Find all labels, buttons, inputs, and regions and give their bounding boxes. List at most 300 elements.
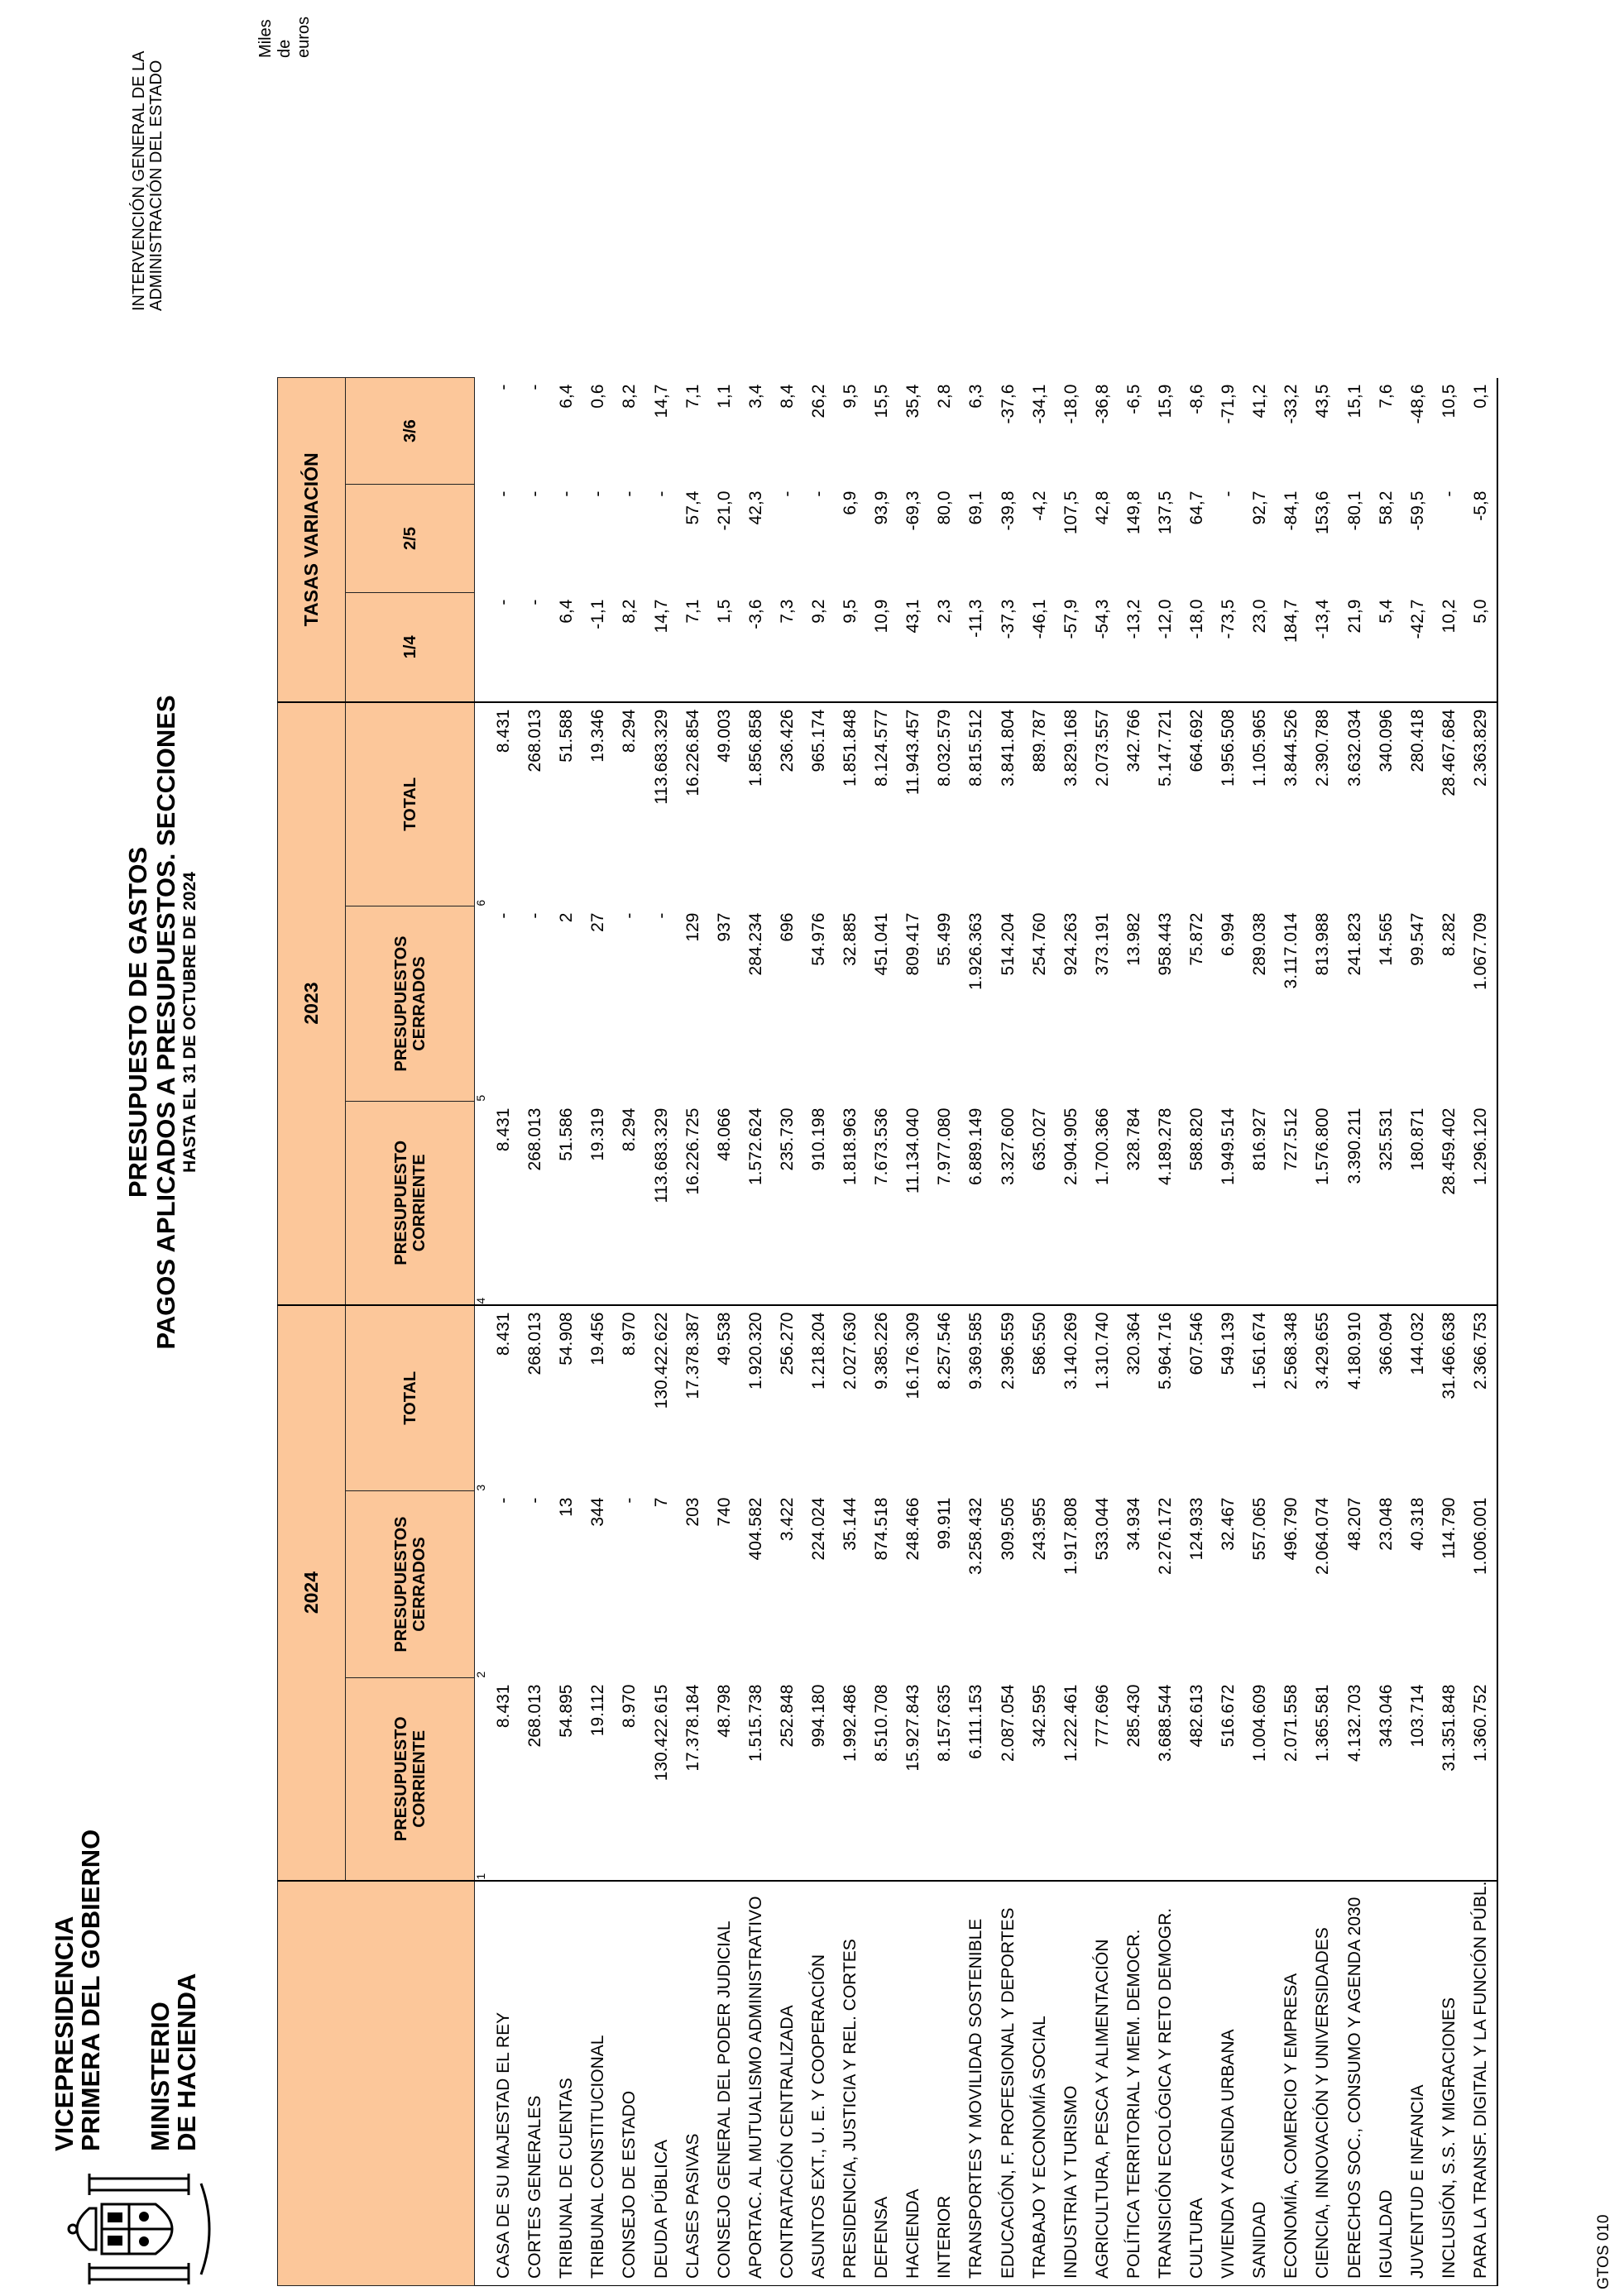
col-number-blank <box>475 1881 489 2286</box>
table-row <box>835 378 866 2286</box>
value-cell: 1.561.674 <box>1244 1305 1276 1491</box>
value-cell: 3,4 <box>745 384 765 409</box>
section-name: EDUCACIÓN, F. PROFESIONAL Y DEPORTES <box>993 1881 1024 2286</box>
table-row <box>866 378 898 2286</box>
value-cell: 130.422.615 <box>651 1684 671 1782</box>
value-cell: 16.176.309 <box>898 1305 929 1491</box>
value-cell: 496.790 <box>1281 1497 1301 1561</box>
value-cell: 344 <box>588 1497 608 1527</box>
value-cell: 16.226.725 <box>683 1107 702 1195</box>
value-cell: 727.512 <box>1281 1107 1301 1171</box>
value-cell: 910.198 <box>808 1107 828 1171</box>
value-cell: 19.456 <box>582 1305 614 1491</box>
value-cell: 252.848 <box>777 1684 797 1748</box>
value-cell: 80,0 <box>935 490 955 525</box>
report-date: HASTA EL 31 DE OCTUBRE DE 2024 <box>180 872 199 1173</box>
value-cell: 268.013 <box>525 1107 545 1171</box>
value-cell: 9,2 <box>808 599 828 624</box>
value-cell: -36,8 <box>1092 384 1112 424</box>
value-cell: 340.096 <box>1371 702 1402 906</box>
value-cell: 2,8 <box>935 384 955 409</box>
section-name: ASUNTOS EXT., U. E. Y COOPERACIÓN <box>803 1881 835 2286</box>
value-cell: 54.895 <box>557 1684 577 1738</box>
section-name: INDUSTRIA Y TURISMO <box>1056 1881 1087 2286</box>
section-name: DEFENSA <box>866 1881 898 2286</box>
value-cell: -8,6 <box>1187 384 1207 414</box>
value-cell: 7,1 <box>683 599 702 624</box>
value-cell: 241.823 <box>1344 912 1364 976</box>
col-header-total-2024: TOTAL <box>346 1305 475 1491</box>
section-header-cell <box>278 1881 475 2286</box>
value-cell: 14.565 <box>1376 912 1396 966</box>
value-cell: 114.790 <box>1439 1497 1459 1559</box>
value-cell: 1.572.624 <box>745 1107 765 1185</box>
value-cell: - <box>777 490 797 497</box>
value-cell: -18,0 <box>1187 599 1207 639</box>
value-cell: 7 <box>651 1497 671 1508</box>
value-cell: 342.595 <box>1029 1684 1049 1748</box>
value-cell: 8.157.635 <box>935 1684 955 1762</box>
value-cell: 10,2 <box>1439 599 1459 634</box>
table-row <box>993 378 1024 2286</box>
value-cell: 586.550 <box>1024 1305 1056 1491</box>
value-cell: 235.730 <box>777 1107 797 1171</box>
value-cell: 10,9 <box>872 599 892 634</box>
value-cell: 289.038 <box>1250 912 1270 976</box>
value-cell: 958.443 <box>1156 912 1176 976</box>
value-cell: 19.319 <box>588 1107 608 1161</box>
value-cell: 740 <box>714 1497 734 1527</box>
value-cell: 34.934 <box>1123 1497 1143 1551</box>
value-cell: 8.294 <box>620 1107 640 1152</box>
section-name: CONSEJO GENERAL DEL PODER JUDICIAL <box>709 1881 740 2286</box>
table-row <box>709 378 740 2286</box>
value-cell: 8.970 <box>620 1684 640 1729</box>
section-name: CLASES PASIVAS <box>678 1881 709 2286</box>
col-header-total-2023: TOTAL <box>346 702 475 906</box>
value-cell: 1.004.609 <box>1250 1684 1270 1762</box>
value-cell: 1.310.740 <box>1087 1305 1119 1491</box>
value-cell: 373.191 <box>1092 912 1112 976</box>
section-name: PARA LA TRANSF. DIGITAL Y LA FUNCIÓN PÚBL. <box>1465 1881 1497 2286</box>
value-cell: 8.815.512 <box>961 702 992 906</box>
value-cell: 1.920.320 <box>740 1305 772 1491</box>
section-name: CASA DE SU MAJESTAD EL REY <box>488 1881 520 2286</box>
value-cell: 48.207 <box>1344 1497 1364 1551</box>
value-cell: 19.346 <box>582 702 614 906</box>
value-cell: 7.977.080 <box>935 1107 955 1185</box>
value-cell: 6,9 <box>841 490 860 515</box>
value-cell: 64,7 <box>1187 490 1207 525</box>
value-cell: 254.760 <box>1029 912 1049 976</box>
budget-table <box>277 377 1498 2286</box>
table-row <box>1119 378 1150 2286</box>
value-cell: 99.547 <box>1407 912 1427 966</box>
section-name: JUVENTUD E INFANCIA <box>1402 1881 1434 2286</box>
value-cell: - <box>588 490 608 497</box>
value-cell: 180.871 <box>1407 1107 1427 1171</box>
value-cell: 8,2 <box>620 599 640 624</box>
value-cell: 8.431 <box>488 1305 520 1491</box>
section-name: PRESIDENCIA, JUSTICIA Y REL. CORTES <box>835 1881 866 2286</box>
value-cell: 28.467.684 <box>1434 702 1465 906</box>
table-row <box>551 378 582 2286</box>
value-cell: 4.189.278 <box>1156 1107 1176 1185</box>
value-cell: -39,8 <box>998 490 1018 531</box>
value-cell: 2.087.054 <box>998 1684 1018 1762</box>
col-header-pcerr-2024: PRESUPUESTOS CERRADOS <box>346 1491 475 1678</box>
value-cell: 3.390.211 <box>1344 1107 1364 1184</box>
value-cell: -3,6 <box>745 599 765 629</box>
value-cell: 588.820 <box>1187 1107 1207 1171</box>
report-title: PRESUPUESTO DE GASTOS <box>123 846 152 1198</box>
value-cell: 8.124.577 <box>866 702 898 906</box>
value-cell: 5,4 <box>1376 599 1396 624</box>
group-header-2024: 2024 <box>278 1305 346 1881</box>
value-cell: 309.505 <box>998 1497 1018 1561</box>
col-header-pc-2023: PRESUPUESTO CORRIENTE <box>346 1102 475 1305</box>
value-cell: 3.117.014 <box>1281 912 1301 989</box>
value-cell: 51.586 <box>557 1107 577 1161</box>
value-cell: 8.032.579 <box>929 702 961 906</box>
value-cell: -5,8 <box>1465 485 1497 593</box>
units-label: Miles de euros <box>256 16 313 58</box>
value-cell: 10,5 <box>1439 384 1459 419</box>
value-cell: 1.818.963 <box>841 1107 860 1185</box>
value-cell: -80,1 <box>1344 490 1364 531</box>
value-cell: 284.234 <box>745 912 765 976</box>
section-name: INCLUSIÓN, S.S. Y MIGRACIONES <box>1434 1881 1465 2286</box>
value-cell: 1.856.858 <box>740 702 772 906</box>
value-cell: 1.992.486 <box>841 1684 860 1762</box>
value-cell: 32.885 <box>841 912 860 966</box>
value-cell: 28.459.402 <box>1439 1107 1459 1195</box>
value-cell: 8.431 <box>494 1107 514 1152</box>
table-row <box>1434 378 1465 2286</box>
group-header-2023: 2023 <box>278 702 346 1305</box>
value-cell: 268.013 <box>525 1684 545 1748</box>
value-cell: 17.378.184 <box>683 1684 702 1772</box>
col-number: 4 <box>474 1297 487 1304</box>
value-cell: - <box>525 1497 545 1504</box>
value-cell: 404.582 <box>745 1497 765 1561</box>
value-cell: 31.466.638 <box>1434 1305 1465 1491</box>
value-cell: 2.064.074 <box>1313 1497 1333 1575</box>
table-row <box>740 378 772 2286</box>
col-number: 1 <box>474 1873 487 1880</box>
value-cell: -37,3 <box>998 599 1018 639</box>
table-row <box>803 378 835 2286</box>
section-name: VIVIENDA Y AGENDA URBANA <box>1213 1881 1244 2286</box>
value-cell: 8.510.708 <box>872 1684 892 1762</box>
table-row <box>1307 378 1339 2286</box>
value-cell: 15,1 <box>1344 384 1364 419</box>
table-row <box>961 378 992 2286</box>
value-cell: 35.144 <box>841 1497 860 1551</box>
value-cell: 48.066 <box>714 1107 734 1161</box>
value-cell: - <box>525 599 545 605</box>
value-cell: - <box>620 1497 640 1504</box>
value-cell: 144.032 <box>1402 1305 1434 1491</box>
value-cell: 482.613 <box>1187 1684 1207 1748</box>
value-cell: 9,5 <box>841 599 860 624</box>
table-row <box>1371 378 1402 2286</box>
value-cell: 107,5 <box>1061 490 1080 535</box>
value-cell: 58,2 <box>1376 490 1396 525</box>
value-cell: 1.222.461 <box>1061 1684 1080 1762</box>
col-header-pc-2024: PRESUPUESTO CORRIENTE <box>346 1678 475 1881</box>
value-cell: -33,2 <box>1281 384 1301 424</box>
value-cell: 11.943.457 <box>898 702 929 906</box>
table-row <box>1150 378 1181 2286</box>
value-cell: 1.949.514 <box>1219 1107 1238 1185</box>
value-cell: 516.672 <box>1219 1684 1238 1748</box>
col-header-pcerr-2023: PRESUPUESTOS CERRADOS <box>346 906 475 1102</box>
value-cell: - <box>1439 490 1459 497</box>
section-name: CONSEJO DE ESTADO <box>614 1881 645 2286</box>
value-cell: -42,7 <box>1407 599 1427 639</box>
table-row <box>1181 378 1213 2286</box>
value-cell: 9,5 <box>841 384 860 409</box>
value-cell: 153,6 <box>1313 490 1333 535</box>
value-cell: 8,2 <box>620 384 640 409</box>
value-cell: 2,3 <box>935 599 955 624</box>
value-cell: -13,2 <box>1123 599 1143 639</box>
value-cell: 203 <box>683 1497 702 1527</box>
coat-of-arms-icon <box>56 2167 218 2291</box>
value-cell: 130.422.622 <box>645 1305 677 1491</box>
value-cell: 224.024 <box>808 1497 828 1561</box>
value-cell: - <box>651 490 671 497</box>
value-cell: 8.431 <box>488 702 520 906</box>
section-name: HACIENDA <box>898 1881 929 2286</box>
value-cell: 8.282 <box>1439 912 1459 957</box>
ministry-line-1: VICEPRESIDENCIA <box>50 1916 79 2151</box>
section-name: CORTES GENERALES <box>520 1881 551 2286</box>
value-cell: - <box>620 490 640 497</box>
value-cell: 103.714 <box>1407 1684 1427 1748</box>
value-cell: 777.696 <box>1092 1684 1112 1748</box>
value-cell: 6.889.149 <box>966 1107 986 1185</box>
col-number-blank <box>475 378 489 485</box>
col-number: 5 <box>474 1094 487 1102</box>
value-cell: 4.132.703 <box>1344 1684 1364 1762</box>
value-cell: 937 <box>714 912 734 942</box>
value-cell: 124.933 <box>1187 1497 1207 1561</box>
table-row <box>582 378 614 2286</box>
value-cell: 14,7 <box>651 599 671 634</box>
value-cell: 6.994 <box>1219 912 1238 957</box>
value-cell: 17.378.387 <box>678 1305 709 1491</box>
value-cell: 1.576.800 <box>1313 1107 1333 1185</box>
table-row <box>898 378 929 2286</box>
table-row <box>488 378 520 2286</box>
col-number-blank <box>475 593 489 702</box>
value-cell: - <box>525 912 545 919</box>
value-cell: 15.927.843 <box>903 1684 923 1772</box>
value-cell: 5.147.721 <box>1150 702 1181 906</box>
value-cell: - <box>494 1497 514 1504</box>
table-row <box>614 378 645 2286</box>
value-cell: 874.518 <box>872 1497 892 1561</box>
value-cell: 184,7 <box>1281 599 1301 643</box>
value-cell: 342.766 <box>1119 702 1150 906</box>
group-header-tasas: TASAS VARIACIÓN <box>278 378 346 702</box>
table-row <box>929 378 961 2286</box>
value-cell: 42,3 <box>745 490 765 525</box>
value-cell: 2.396.559 <box>993 1305 1024 1491</box>
value-cell: - <box>494 384 514 390</box>
table-row <box>1402 378 1434 2286</box>
section-name: CIENCIA, INNOVACIÓN Y UNIVERSIDADES <box>1307 1881 1339 2286</box>
table-row <box>1339 378 1371 2286</box>
value-cell: 1,5 <box>714 599 734 624</box>
value-cell: 268.013 <box>520 702 551 906</box>
report-title-block <box>124 443 200 1601</box>
value-cell: 7.673.536 <box>872 1107 892 1185</box>
col-number: 2 <box>474 1671 487 1678</box>
value-cell: 809.417 <box>903 912 923 976</box>
value-cell: -71,9 <box>1219 384 1238 424</box>
value-cell: - <box>494 490 514 497</box>
value-cell: 1.360.752 <box>1465 1678 1497 1881</box>
value-cell: 31.351.848 <box>1439 1684 1459 1772</box>
value-cell: 1.105.965 <box>1244 702 1276 906</box>
value-cell: 3.327.600 <box>998 1107 1018 1185</box>
table-row <box>1087 378 1119 2286</box>
section-name: TRIBUNAL CONSTITUCIONAL <box>582 1881 614 2286</box>
value-cell: 2.568.348 <box>1276 1305 1307 1491</box>
value-cell: 3.841.804 <box>993 702 1024 906</box>
value-cell: 2.073.557 <box>1087 702 1119 906</box>
value-cell: 514.204 <box>998 912 1018 976</box>
value-cell: 4.180.910 <box>1339 1305 1371 1491</box>
value-cell: - <box>557 490 577 497</box>
value-cell: 42,8 <box>1092 490 1112 525</box>
value-cell: 93,9 <box>872 490 892 525</box>
table-row <box>772 378 803 2286</box>
value-cell: 75.872 <box>1187 912 1207 966</box>
section-name: DEUDA PÚBLICA <box>645 1881 677 2286</box>
section-name: CONTRATACIÓN CENTRALIZADA <box>772 1881 803 2286</box>
value-cell: 3.258.432 <box>966 1497 986 1575</box>
value-cell: 5.964.716 <box>1150 1305 1181 1491</box>
section-name: AGRICULTURA, PESCA Y ALIMENTACIÓN <box>1087 1881 1119 2286</box>
value-cell: 1.700.366 <box>1092 1107 1112 1185</box>
value-cell: 23.048 <box>1376 1497 1396 1551</box>
value-cell: - <box>525 384 545 390</box>
col-header-rate-3-6: 3/6 <box>346 378 475 485</box>
value-cell: 149,8 <box>1123 490 1143 535</box>
value-cell: 41,2 <box>1250 384 1270 419</box>
value-cell: 343.046 <box>1376 1684 1396 1748</box>
value-cell: 1.006.001 <box>1465 1491 1497 1678</box>
section-name: IGUALDAD <box>1371 1881 1402 2286</box>
value-cell: 325.531 <box>1376 1107 1396 1171</box>
value-cell: 1.515.738 <box>745 1684 765 1762</box>
value-cell: 3.632.034 <box>1339 702 1371 906</box>
ministry-name <box>51 1830 104 2151</box>
report-subtitle: PAGOS APLICADOS A PRESUPUESTOS. SECCIONES <box>151 695 180 1350</box>
value-cell: 236.426 <box>772 702 803 906</box>
value-cell: 2.366.753 <box>1465 1305 1497 1491</box>
value-cell: 248.466 <box>903 1497 923 1561</box>
value-cell: 557.065 <box>1250 1497 1270 1561</box>
value-cell: -37,6 <box>998 384 1018 424</box>
ministry-line-2: PRIMERA DEL GOBIERNO <box>76 1829 105 2151</box>
value-cell: 13 <box>557 1497 577 1517</box>
value-cell: 3.429.655 <box>1307 1305 1339 1491</box>
value-cell: -46,1 <box>1029 599 1049 639</box>
value-cell: 994.180 <box>808 1684 828 1748</box>
value-cell: -18,0 <box>1061 384 1080 424</box>
value-cell: 99.911 <box>935 1497 955 1550</box>
value-cell: 2.363.829 <box>1465 702 1497 906</box>
value-cell: 268.013 <box>520 1305 551 1491</box>
table-row <box>1024 378 1056 2286</box>
value-cell: -34,1 <box>1029 384 1049 424</box>
value-cell: 49.538 <box>709 1305 740 1491</box>
value-cell: 43,1 <box>903 599 923 634</box>
section-name: ECONOMÍA, COMERCIO Y EMPRESA <box>1276 1881 1307 2286</box>
value-cell: 1.365.581 <box>1313 1684 1333 1762</box>
value-cell: - <box>1219 490 1238 497</box>
value-cell: 607.546 <box>1181 1305 1213 1491</box>
value-cell: 21,9 <box>1344 599 1364 634</box>
value-cell: -57,9 <box>1061 599 1080 639</box>
value-cell: 2.027.630 <box>835 1305 866 1491</box>
table-row <box>1244 378 1276 2286</box>
value-cell: 0,6 <box>588 384 608 409</box>
value-cell: 7,6 <box>1376 384 1396 409</box>
value-cell: 8.294 <box>614 702 645 906</box>
value-cell: 635.027 <box>1029 1107 1049 1171</box>
value-cell: 243.955 <box>1029 1497 1049 1561</box>
ministry2-line-1: MINISTERIO <box>146 2002 175 2151</box>
table-row <box>1276 378 1307 2286</box>
value-cell: 8.970 <box>614 1305 645 1491</box>
value-cell: 15,9 <box>1156 384 1176 419</box>
value-cell: -11,3 <box>966 599 986 638</box>
value-cell: 27 <box>588 912 608 932</box>
value-cell: 11.134.040 <box>903 1107 923 1194</box>
value-cell: -54,3 <box>1092 599 1112 639</box>
ministry-hacienda <box>147 1973 200 2151</box>
section-name: POLÍTICA TERRITORIAL Y MEM. DEMOCR. <box>1119 1881 1150 2286</box>
table-row <box>1056 378 1087 2286</box>
value-cell: 0,1 <box>1465 378 1497 485</box>
value-cell: 26,2 <box>808 384 828 419</box>
ministry2-line-2: DE HACIENDA <box>172 1973 201 2151</box>
value-cell: - <box>494 912 514 919</box>
value-cell: 35,4 <box>903 384 923 419</box>
col-number-blank <box>475 485 489 593</box>
value-cell: 23,0 <box>1250 599 1270 634</box>
value-cell: 256.270 <box>772 1305 803 1491</box>
table-row <box>1213 378 1244 2286</box>
value-cell: 1.296.120 <box>1465 1102 1497 1305</box>
value-cell: -73,5 <box>1219 599 1238 639</box>
value-cell: 19.112 <box>588 1684 608 1737</box>
value-cell: 280.418 <box>1402 702 1434 906</box>
value-cell: 137,5 <box>1156 490 1176 535</box>
value-cell: 924.263 <box>1061 912 1080 976</box>
value-cell: 328.784 <box>1123 1107 1143 1171</box>
value-cell: -12,0 <box>1156 599 1176 639</box>
section-name: TRANSPORTES Y MOVILIDAD SOSTENIBLE <box>961 1881 992 2286</box>
igae-name <box>131 50 165 311</box>
value-cell: 664.692 <box>1181 702 1213 906</box>
